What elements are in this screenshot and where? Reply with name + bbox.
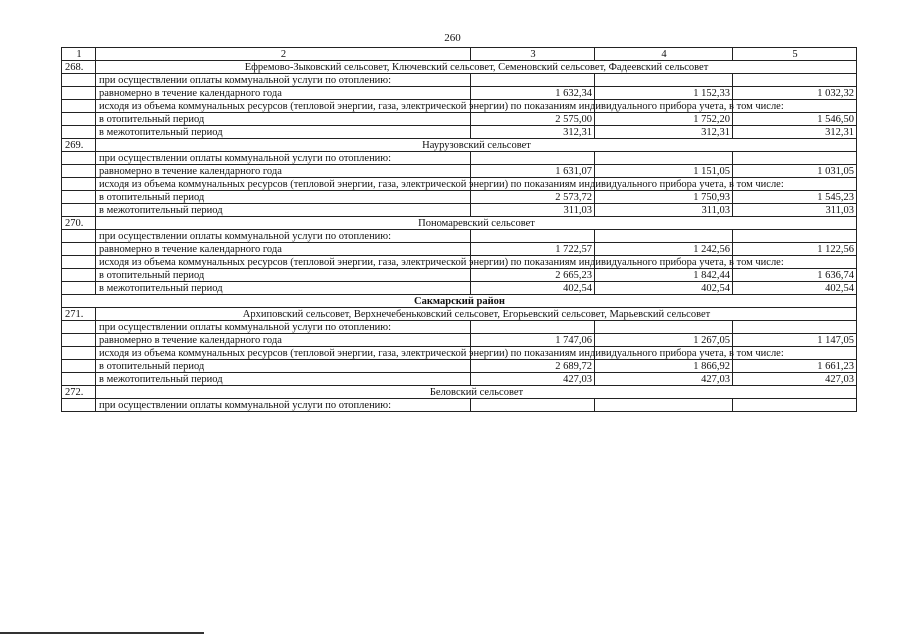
entry-number: 269. [62, 139, 96, 152]
table-row [62, 399, 857, 412]
table-row [62, 373, 857, 386]
table-row [62, 334, 857, 347]
row-label: в отопительный период [96, 360, 471, 373]
value-cell: 1 632,34 [471, 87, 595, 100]
entry-name: Пономаревский сельсовет [96, 217, 857, 230]
row-label: в межотопительный период [96, 126, 471, 139]
row-label: исходя из объема коммунальных ресурсов (тепловой энергии, газа, электрической энергии) по показаниям индивидуального прибора учета, в том числе: [96, 178, 471, 191]
row-label: при осуществлении оплаты коммунальной услуги по отоплению: [96, 399, 471, 412]
row-label: при осуществлении оплаты коммунальной услуги по отоплению: [96, 230, 471, 243]
value-cell: 1 636,74 [733, 269, 857, 282]
value-cell: 2 575,00 [471, 113, 595, 126]
row-label: в отопительный период [96, 113, 471, 126]
row-label: в межотопительный период [96, 373, 471, 386]
value-cell: 1 631,07 [471, 165, 595, 178]
row-label: исходя из объема коммунальных ресурсов (тепловой энергии, газа, электрической энергии) по показаниям индивидуального прибора учета, в том числе: [96, 100, 471, 113]
value-cell: 312,31 [471, 126, 595, 139]
table-row [62, 230, 857, 243]
entry-number: 272. [62, 386, 96, 399]
value-cell: 1 750,93 [595, 191, 733, 204]
entry-title-row [62, 308, 857, 321]
table-row [62, 126, 857, 139]
table-row [62, 113, 857, 126]
value-cell: 1 032,32 [733, 87, 857, 100]
row-label: при осуществлении оплаты коммунальной услуги по отоплению: [96, 74, 471, 87]
district-header: Сакмарский район [62, 295, 857, 308]
row-label: равномерно в течение календарного года [96, 334, 471, 347]
value-cell: 1 122,56 [733, 243, 857, 256]
entry-title-row [62, 386, 857, 399]
value-cell: 402,54 [733, 282, 857, 295]
entry-number: 270. [62, 217, 96, 230]
row-label: в отопительный период [96, 191, 471, 204]
column-header: 4 [595, 48, 733, 61]
value-cell: 1 752,20 [595, 113, 733, 126]
column-header: 5 [733, 48, 857, 61]
entry-title-row [62, 217, 857, 230]
value-cell: 1 546,50 [733, 113, 857, 126]
value-cell: 1 152,33 [595, 87, 733, 100]
column-header: 1 [62, 48, 96, 61]
row-label: исходя из объема коммунальных ресурсов (тепловой энергии, газа, электрической энергии) по показаниям индивидуального прибора учета, в том числе: [96, 256, 471, 269]
entry-name: Ефремово-Зыковский сельсовет, Ключевский сельсовет, Семеновский сельсовет, Фадеевский сельсовет [96, 61, 857, 74]
column-header: 3 [471, 48, 595, 61]
page-number: 260 [444, 32, 461, 44]
row-label: равномерно в течение календарного года [96, 87, 471, 100]
row-label: в межотопительный период [96, 282, 471, 295]
footnote-rule [0, 632, 204, 634]
value-cell: 311,03 [733, 204, 857, 217]
table-row [62, 165, 857, 178]
value-cell: 312,31 [595, 126, 733, 139]
column-header: 2 [96, 48, 471, 61]
table-row [62, 152, 857, 165]
value-cell: 2 665,23 [471, 269, 595, 282]
value-cell: 311,03 [595, 204, 733, 217]
value-cell: 1 147,05 [733, 334, 857, 347]
table-row [62, 74, 857, 87]
column-header-row [62, 48, 857, 61]
district-header-row [62, 295, 857, 308]
table-row [62, 243, 857, 256]
value-cell: 312,31 [733, 126, 857, 139]
value-cell: 402,54 [471, 282, 595, 295]
table-row [62, 321, 857, 334]
value-cell: 1 267,05 [595, 334, 733, 347]
entry-title-row [62, 139, 857, 152]
entry-name: Беловский сельсовет [96, 386, 857, 399]
table-row [62, 282, 857, 295]
value-cell: 1 842,44 [595, 269, 733, 282]
row-label: равномерно в течение календарного года [96, 165, 471, 178]
value-cell: 1 866,92 [595, 360, 733, 373]
value-cell: 427,03 [595, 373, 733, 386]
entry-name: Архиповский сельсовет, Верхнечебеньковский сельсовет, Егорьевский сельсовет, Марьевский сельсовет [96, 308, 857, 321]
value-cell: 427,03 [733, 373, 857, 386]
value-cell: 2 573,72 [471, 191, 595, 204]
table-row [62, 178, 857, 191]
value-cell: 1 545,23 [733, 191, 857, 204]
row-label: при осуществлении оплаты коммунальной услуги по отоплению: [96, 321, 471, 334]
tariff-table [61, 47, 857, 412]
row-label: в отопительный период [96, 269, 471, 282]
entry-title-row [62, 61, 857, 74]
value-cell: 1 242,56 [595, 243, 733, 256]
table-row [62, 347, 857, 360]
value-cell: 2 689,72 [471, 360, 595, 373]
table-row [62, 100, 857, 113]
table-row [62, 191, 857, 204]
value-cell: 427,03 [471, 373, 595, 386]
value-cell: 1 722,57 [471, 243, 595, 256]
entry-name: Наурузовский сельсовет [96, 139, 857, 152]
value-cell: 1 661,23 [733, 360, 857, 373]
table-row [62, 360, 857, 373]
row-label: исходя из объема коммунальных ресурсов (тепловой энергии, газа, электрической энергии) по показаниям индивидуального прибора учета, в том числе: [96, 347, 471, 360]
value-cell: 1 031,05 [733, 165, 857, 178]
value-cell: 1 747,06 [471, 334, 595, 347]
table-row [62, 269, 857, 282]
value-cell: 402,54 [595, 282, 733, 295]
value-cell: 1 151,05 [595, 165, 733, 178]
entry-number: 268. [62, 61, 96, 74]
row-label: равномерно в течение календарного года [96, 243, 471, 256]
table-row [62, 256, 857, 269]
value-cell: 311,03 [471, 204, 595, 217]
row-label: в межотопительный период [96, 204, 471, 217]
entry-number: 271. [62, 308, 96, 321]
table-row [62, 204, 857, 217]
table-row [62, 87, 857, 100]
row-label: при осуществлении оплаты коммунальной услуги по отоплению: [96, 152, 471, 165]
